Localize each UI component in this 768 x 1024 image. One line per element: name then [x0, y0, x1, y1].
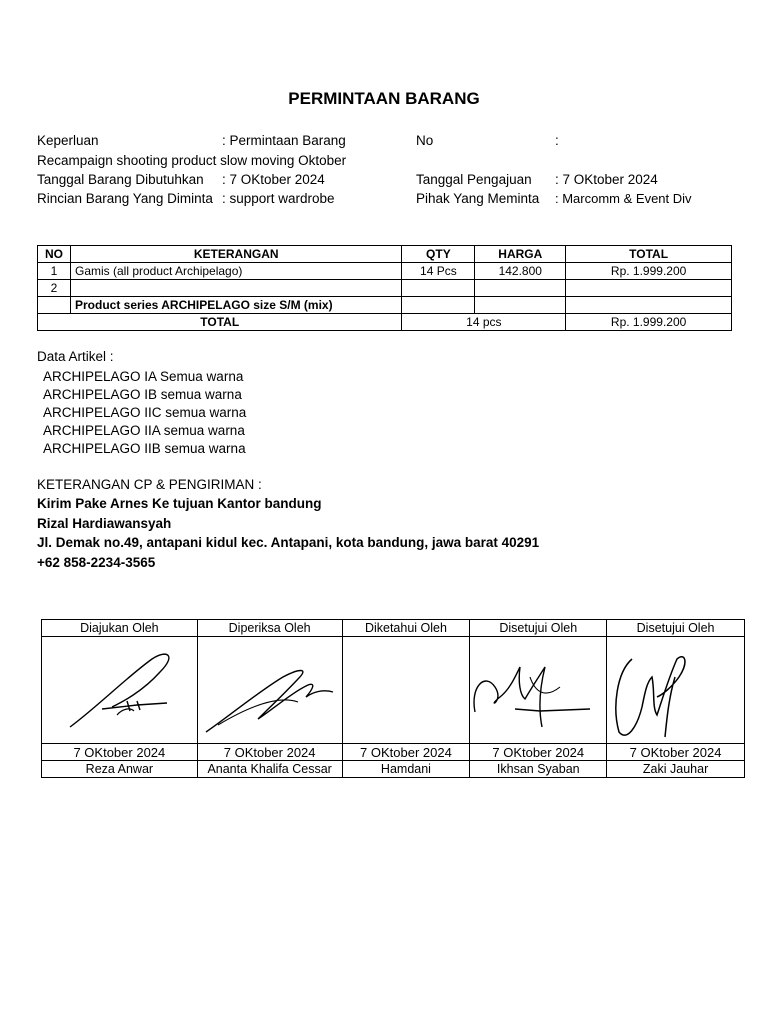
pihak-label: Pihak Yang Meminta: [416, 191, 540, 206]
tgl-dibutuhkan-label: Tanggal Barang Dibutuhkan: [37, 172, 204, 187]
signature-image: [607, 637, 745, 743]
artikel-item: ARCHIPELAGO IA Semua warna: [43, 369, 244, 384]
table-header-row: [38, 246, 732, 263]
signature-date: 7 OKtober 2024: [607, 744, 745, 761]
cell-harga: 142.800: [475, 263, 566, 280]
artikel-item: ARCHIPELAGO IIA semua warna: [43, 423, 245, 438]
signature-name: Reza Anwar: [42, 761, 198, 778]
cell-keterangan: Gamis (all product Archipelago): [70, 263, 401, 280]
cell-qty: 14 Pcs: [402, 263, 475, 280]
table-row: [38, 297, 732, 314]
signature-role-row: [42, 620, 745, 637]
signature-date: 7 OKtober 2024: [197, 744, 342, 761]
header-qty: QTY: [402, 246, 475, 263]
signature-role: Disetujui Oleh: [607, 620, 745, 637]
signature-date: 7 OKtober 2024: [470, 744, 607, 761]
tgl-dibutuhkan-value: : 7 OKtober 2024: [222, 172, 325, 187]
data-artikel-label: Data Artikel :: [37, 349, 114, 364]
signature-image: [470, 637, 607, 743]
keperluan-label: Keperluan: [37, 133, 99, 148]
signature-table: [41, 619, 745, 778]
rincian-label: Rincian Barang Yang Diminta: [37, 191, 213, 206]
tgl-pengajuan-label: Tanggal Pengajuan: [416, 172, 532, 187]
signature-date-row: [42, 744, 745, 761]
signature-cell: [470, 637, 607, 744]
total-amount: Rp. 1.999.200: [566, 314, 732, 331]
signature-image-row: [42, 637, 745, 744]
pihak-value: : Marcomm & Event Div: [555, 191, 692, 206]
total-label: TOTAL: [38, 314, 402, 331]
artikel-item: ARCHIPELAGO IIB semua warna: [43, 441, 246, 456]
recampaign-text: Recampaign shooting product slow moving Oktober: [37, 153, 347, 168]
signature-cell: [342, 637, 470, 744]
header-keterangan: KETERANGAN: [70, 246, 401, 263]
signature-role: Diketahui Oleh: [342, 620, 470, 637]
signature-role: Diperiksa Oleh: [197, 620, 342, 637]
cell-total: [566, 297, 732, 314]
cell-no: 2: [38, 280, 71, 297]
cell-qty: [402, 280, 475, 297]
header-harga: HARGA: [475, 246, 566, 263]
keperluan-value: : Permintaan Barang: [222, 133, 346, 148]
rincian-value: : support wardrobe: [222, 191, 335, 206]
artikel-item: ARCHIPELAGO IIC semua warna: [43, 405, 247, 420]
no-label: No: [416, 133, 434, 148]
cell-harga: [475, 297, 566, 314]
signature-name: Zaki Jauhar: [607, 761, 745, 778]
signature-image: [42, 637, 198, 743]
tgl-pengajuan-value: : 7 OKtober 2024: [555, 172, 658, 187]
cell-no: [38, 297, 71, 314]
signature-image: [198, 637, 343, 743]
table-row: [38, 280, 732, 297]
signature-name: Ikhsan Syaban: [470, 761, 607, 778]
cell-keterangan: Product series ARCHIPELAGO size S/M (mix): [70, 297, 401, 314]
header-total: TOTAL: [566, 246, 732, 263]
signature-name: Ananta Khalifa Cessar: [197, 761, 342, 778]
signature-name-row: [42, 761, 745, 778]
artikel-item: ARCHIPELAGO IB semua warna: [43, 387, 242, 402]
signature-date: 7 OKtober 2024: [342, 744, 470, 761]
cell-total: [566, 280, 732, 297]
signature-cell: [197, 637, 342, 744]
header-no: NO: [38, 246, 71, 263]
cell-harga: [475, 280, 566, 297]
cell-keterangan: [70, 280, 401, 297]
cell-total: Rp. 1.999.200: [566, 263, 732, 280]
pengiriman-label: KETERANGAN CP & PENGIRIMAN :: [37, 477, 262, 492]
cell-qty: [402, 297, 475, 314]
pengiriman-line: Kirim Pake Arnes Ke tujuan Kantor bandung: [37, 496, 322, 511]
no-value: :: [555, 133, 559, 148]
pengiriman-line: +62 858-2234-3565: [37, 555, 156, 570]
total-row: [38, 314, 732, 331]
document-title: PERMINTAAN BARANG: [288, 89, 480, 108]
signature-role: Disetujui Oleh: [470, 620, 607, 637]
table-row: [38, 263, 732, 280]
signature-name: Hamdani: [342, 761, 470, 778]
pengiriman-line: Rizal Hardiawansyah: [37, 516, 172, 531]
signature-role: Diajukan Oleh: [42, 620, 198, 637]
pengiriman-line: Jl. Demak no.49, antapani kidul kec. Antapani, kota bandung, jawa barat 40291: [37, 535, 540, 550]
cell-no: 1: [38, 263, 71, 280]
items-table: [37, 245, 732, 331]
signature-cell: [42, 637, 198, 744]
signature-cell: [607, 637, 745, 744]
signature-date: 7 OKtober 2024: [42, 744, 198, 761]
total-qty: 14 pcs: [402, 314, 566, 331]
